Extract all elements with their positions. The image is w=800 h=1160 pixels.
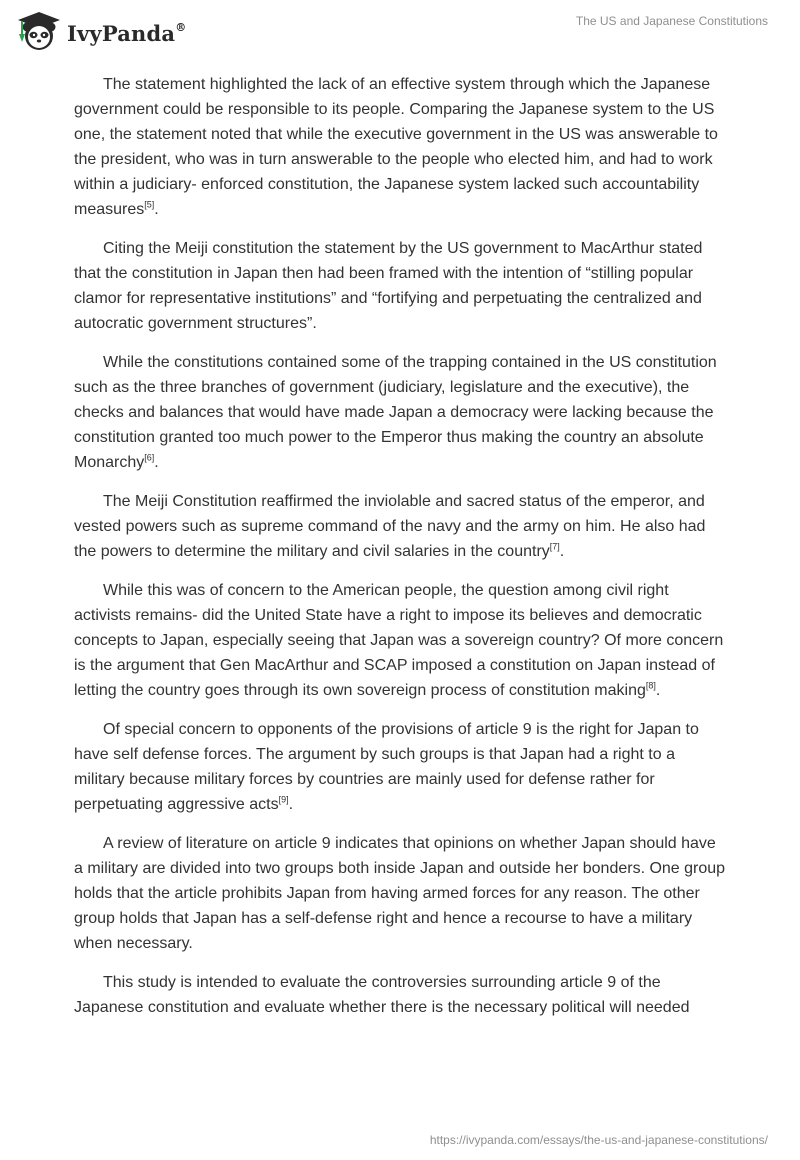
paragraph-text: Citing the Meiji constitution the statement by the US government to MacArthur stated that the constitution in Japan then had been framed with the intention of “stilling popular clamor for representative institutions” and “fortifying and perpetuating the centralized and autocratic government structures”. xyxy=(74,240,703,332)
paragraph: The Meiji Constitution reaffirmed the inviolable and sacred status of the emperor, and vested powers such as supreme command of the navy and the army on him. He also had the powers to determine the military and civil salaries in the country[7]. xyxy=(74,493,706,560)
brand-name-text: IvyPanda xyxy=(67,20,176,46)
essay-body xyxy=(74,72,726,1034)
paragraph-text: Of special concern to opponents of the provisions of article 9 is the right for Japan to have self defense forces. The argument by such groups is that Japan had a right to a military because military forces by countries are mainly used for defense rather for perpetuating aggressive acts xyxy=(74,721,699,813)
citation-ref[interactable]: [9] xyxy=(278,794,289,805)
paragraph-text: The statement highlighted the lack of an effective system through which the Japanese government could be responsible to its people. Comparing the Japanese system to the US one, the statement noted that while the executive government in the US was answerable to the president, who was in turn answerable to the people who elected him, and had to work within a judiciary- enforced constitution, the Japanese system lacked such accountability measures xyxy=(74,76,718,218)
paragraph: While the constitutions contained some of the trapping contained in the US constitution such as the three branches of government (judiciary, legislature and the executive), the checks and balances that would have made Japan a democracy were lacking because the constitution granted too much power to the Emperor thus making the country an absolute Monarchy[6]. xyxy=(74,354,717,471)
brand-name xyxy=(67,21,186,46)
citation-ref[interactable]: [8] xyxy=(645,680,656,691)
paragraph: Of special concern to opponents of the provisions of article 9 is the right for Japan to have self defense forces. The argument by such groups is that Japan had a right to a military because military forces by countries are mainly used for defense rather for perpetuating aggressive acts[9]. xyxy=(74,721,699,813)
paragraph: The statement highlighted the lack of an effective system through which the Japanese government could be responsible to its people. Comparing the Japanese system to the US one, the statement noted that while the executive government in the US was answerable to the president, who was in turn answerable to the people who elected him, and had to work within a judiciary- enforced constitution, the Japanese system lacked such accountability measures[5]. xyxy=(74,76,718,218)
paragraph-text: While the constitutions contained some of the trapping contained in the US constitution such as the three branches of government (judiciary, legislature and the executive), the checks and balances that would have made Japan a democracy were lacking because the constitution granted too much power to the Emperor thus making the country an absolute Monarchy xyxy=(74,354,717,471)
source-url[interactable]: https://ivypanda.com/essays/the-us-and-japanese-constitutions/ xyxy=(429,1133,768,1147)
paragraph-text: This study is intended to evaluate the controversies surrounding article 9 of the Japanese constitution and evaluate whether there is the necessary political will needed xyxy=(74,974,690,1016)
panda-graduation-cap-icon xyxy=(16,10,62,56)
page-header xyxy=(0,0,800,66)
document-title: The US and Japanese Constitutions xyxy=(575,14,768,28)
paragraph xyxy=(74,970,726,1020)
citation-ref[interactable]: [5] xyxy=(144,199,155,210)
ivypanda-logo[interactable] xyxy=(16,10,186,56)
paragraph-text: The Meiji Constitution reaffirmed the inviolable and sacred status of the emperor, and vested powers such as supreme command of the navy and the army on him. He also had the powers to determine the military and civil salaries in the country xyxy=(74,493,706,560)
paragraph-text: While this was of concern to the American people, the question among civil right activists remains- did the United State have a right to impose its believes and democratic concepts to Japan, especially seeing that Japan was a sovereign country? Of more concern is the argument that Gen MacArthur and SCAP imposed a constitution on Japan instead of letting the country goes through its own sovereign process of constitution making xyxy=(74,582,724,699)
paragraph xyxy=(74,236,726,336)
registered-mark: ® xyxy=(175,20,187,34)
paragraph-text: A review of literature on article 9 indicates that opinions on whether Japan should have a military are divided into two groups both inside Japan and outside her bonders. One group holds that the article prohibits Japan from having armed forces for any reason. The other group holds that Japan has a self-defense right and hence a recourse to have a military when necessary. xyxy=(74,835,726,952)
paragraph: While this was of concern to the American people, the question among civil right activists remains- did the United State have a right to impose its believes and democratic concepts to Japan, especially seeing that Japan was a sovereign country? Of more concern is the argument that Gen MacArthur and SCAP imposed a constitution on Japan instead of letting the country goes through its own sovereign process of constitution making[8]. xyxy=(74,582,724,699)
paragraph xyxy=(74,831,726,956)
citation-ref[interactable]: [7] xyxy=(549,541,560,552)
citation-ref[interactable]: [6] xyxy=(144,452,155,463)
